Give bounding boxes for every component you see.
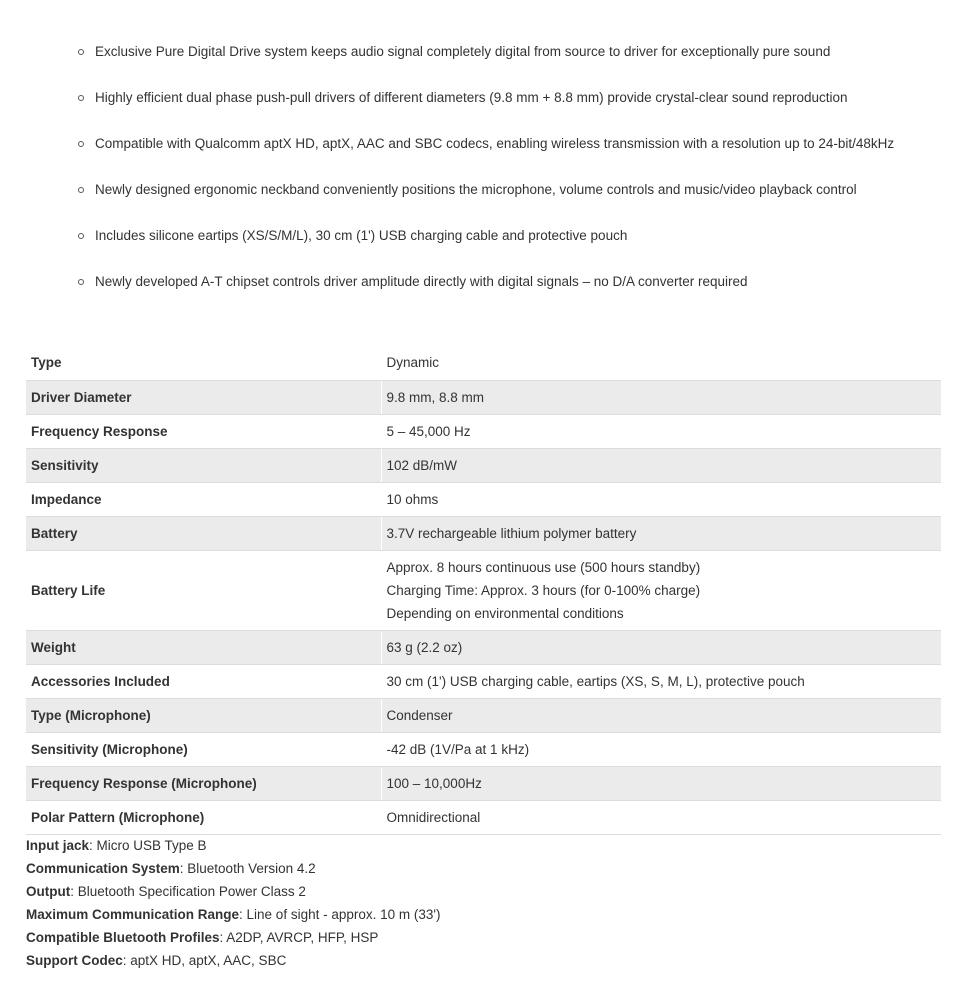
feature-text: Newly designed ergonomic neckband conveniently positions the microphone, volume controls and music/video playback control bbox=[95, 182, 857, 197]
spec-value: 5 – 45,000 Hz bbox=[381, 414, 941, 448]
extra-spec-item bbox=[26, 949, 440, 972]
spec-key: Driver Diameter bbox=[26, 380, 381, 414]
extra-spec-value: : aptX HD, aptX, AAC, SBC bbox=[122, 953, 287, 968]
spec-value: -42 dB (1V/Pa at 1 kHz) bbox=[381, 732, 941, 766]
extra-spec-key: Maximum Communication Range bbox=[26, 907, 240, 922]
spec-row-frequency-response-microphone bbox=[26, 766, 941, 800]
extra-spec-key: Communication System bbox=[26, 861, 180, 876]
extra-spec-value: : Micro USB Type B bbox=[89, 838, 207, 853]
feature-text: Newly developed A-T chipset controls driver amplitude directly with digital signals – no D/A converter required bbox=[95, 274, 748, 289]
spec-row-battery-life bbox=[26, 550, 941, 630]
spec-row-type bbox=[26, 346, 941, 380]
hollow-circle-bullet-icon bbox=[78, 95, 84, 101]
extra-spec-key: Input jack bbox=[26, 838, 90, 853]
spec-row-battery bbox=[26, 516, 941, 550]
feature-list bbox=[0, 40, 960, 316]
spec-row-sensitivity-microphone bbox=[26, 732, 941, 766]
hollow-circle-bullet-icon bbox=[78, 49, 84, 55]
spec-key: Weight bbox=[26, 630, 381, 664]
extra-spec-value: : A2DP, AVRCP, HFP, HSP bbox=[219, 930, 379, 945]
extra-spec-key: Compatible Bluetooth Profiles bbox=[26, 930, 220, 945]
spec-value: 3.7V rechargeable lithium polymer battery bbox=[381, 516, 941, 550]
spec-row-impedance bbox=[26, 482, 941, 516]
hollow-circle-bullet-icon bbox=[78, 279, 84, 285]
extra-spec-value: : Bluetooth Specification Power Class 2 bbox=[70, 884, 306, 899]
spec-key: Impedance bbox=[26, 482, 381, 516]
extra-spec-list bbox=[26, 834, 440, 972]
spec-value: 10 ohms bbox=[381, 482, 941, 516]
spec-row-accessories bbox=[26, 664, 941, 698]
spec-key: Type (Microphone) bbox=[26, 698, 381, 732]
extra-spec-key: Output bbox=[26, 884, 71, 899]
spec-key: Accessories Included bbox=[26, 664, 381, 698]
spec-value: 100 – 10,000Hz bbox=[381, 766, 941, 800]
extra-spec-item bbox=[26, 834, 440, 857]
spec-value-line: Charging Time: Approx. 3 hours (for 0-100% charge) bbox=[386, 582, 701, 598]
feature-text: Includes silicone eartips (XS/S/M/L), 30 cm (1') USB charging cable and protective pouch bbox=[95, 228, 628, 243]
extra-spec-key: Support Codec bbox=[26, 953, 123, 968]
hollow-circle-bullet-icon bbox=[78, 187, 84, 193]
feature-item bbox=[0, 132, 960, 178]
feature-text: Compatible with Qualcomm aptX HD, aptX, AAC and SBC codecs, enabling wireless transmission with a resolution up to 24-bit/48kHz bbox=[95, 136, 895, 151]
spec-row-type-microphone bbox=[26, 698, 941, 732]
feature-item bbox=[0, 40, 960, 86]
spec-key: Battery bbox=[26, 516, 381, 550]
feature-item bbox=[0, 270, 960, 316]
feature-text: Exclusive Pure Digital Drive system keeps audio signal completely digital from source to driver for exceptionally pure sound bbox=[95, 44, 831, 59]
feature-text: Highly efficient dual phase push-pull drivers of different diameters (9.8 mm + 8.8 mm) provide crystal-clear sound reproduction bbox=[95, 90, 848, 105]
spec-value: 30 cm (1') USB charging cable, eartips (XS, S, M, L), protective pouch bbox=[381, 664, 941, 698]
feature-item bbox=[0, 224, 960, 270]
spec-value: Condenser bbox=[381, 698, 941, 732]
feature-item bbox=[0, 178, 960, 224]
extra-spec-value: : Line of sight - approx. 10 m (33') bbox=[239, 907, 441, 922]
feature-item bbox=[0, 86, 960, 132]
spec-row-polar-pattern bbox=[26, 800, 941, 834]
extra-spec-item bbox=[26, 926, 440, 949]
spec-value-line: Depending on environmental conditions bbox=[386, 605, 624, 621]
spec-value: 63 g (2.2 oz) bbox=[381, 630, 941, 664]
extra-spec-item bbox=[26, 857, 440, 880]
spec-key: Frequency Response (Microphone) bbox=[26, 766, 381, 800]
spec-value-line: Approx. 8 hours continuous use (500 hours standby) bbox=[386, 559, 701, 575]
spec-key: Sensitivity bbox=[26, 448, 381, 482]
spec-key: Battery Life bbox=[26, 550, 381, 630]
spec-value: Omnidirectional bbox=[381, 800, 941, 834]
hollow-circle-bullet-icon bbox=[78, 141, 84, 147]
extra-spec-item bbox=[26, 880, 440, 903]
spec-row-weight bbox=[26, 630, 941, 664]
spec-value: Dynamic bbox=[381, 346, 941, 380]
spec-row-frequency-response bbox=[26, 414, 941, 448]
hollow-circle-bullet-icon bbox=[78, 233, 84, 239]
extra-spec-value: : Bluetooth Version 4.2 bbox=[179, 861, 316, 876]
spec-row-sensitivity bbox=[26, 448, 941, 482]
spec-key: Sensitivity (Microphone) bbox=[26, 732, 381, 766]
spec-key: Type bbox=[26, 346, 381, 380]
extra-spec-item bbox=[26, 903, 440, 926]
spec-table bbox=[26, 346, 941, 835]
spec-value bbox=[381, 550, 941, 630]
spec-key: Polar Pattern (Microphone) bbox=[26, 800, 381, 834]
spec-value: 102 dB/mW bbox=[381, 448, 941, 482]
spec-value: 9.8 mm, 8.8 mm bbox=[381, 380, 941, 414]
spec-key: Frequency Response bbox=[26, 414, 381, 448]
spec-row-driver-diameter bbox=[26, 380, 941, 414]
